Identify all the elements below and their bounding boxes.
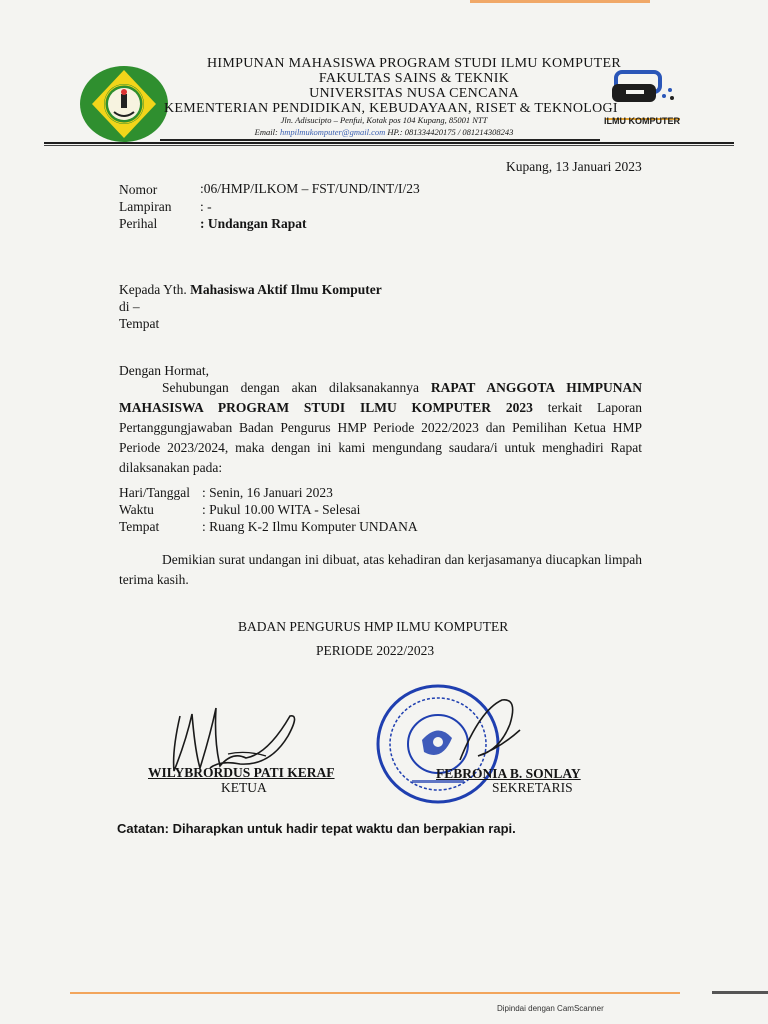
- email-label: Email:: [254, 127, 278, 137]
- logo-right-label: ILMU KOMPUTER: [604, 116, 680, 126]
- schedule-value-place: : Ruang K-2 Ilmu Komputer UNDANA: [202, 519, 418, 534]
- address: Jln. Adisucipto – Penfui, Kotak pos 104 Kupang, 85001 NTT: [280, 115, 488, 125]
- recipient-di: di –: [119, 299, 140, 314]
- signer-secretary-name-text: FEBRONIA B. SONLAY: [436, 766, 581, 781]
- body-event-name: RAPAT ANGGOTA HIMPUNAN MAHASISWA PROGRAM STUDI ILMU KOMPUTER 2023: [119, 380, 642, 415]
- scanner-watermark: Dipindai dengan CamScanner: [497, 1004, 604, 1013]
- email-link[interactable]: hmpilmukomputer@gmail.com: [279, 127, 386, 137]
- schedule-label-date: Hari/Tanggal: [119, 485, 191, 500]
- signer-chairman-role: KETUA: [221, 780, 267, 795]
- org-name: HIMPUNAN MAHASISWA PROGRAM STUDI ILMU KOMPUTER: [206, 56, 621, 71]
- faculty-name: FAKULTAS SAINS & TEKNIK: [318, 71, 510, 86]
- org-signature-line2: PERIODE 2022/2023: [316, 643, 435, 658]
- header-divider: [160, 139, 600, 141]
- body-details: terkait Laporan Pertanggungjawaban Badan Pengurus HMP Periode 2022/2023 dan Pemilihan Ketua HMP Periode 2023/2024, maka dengan ini kami mengundang saudara/i untuk menghadiri Rapat dilaksanakan pada:: [119, 400, 642, 475]
- meta-value-perihal: : Undangan Rapat: [200, 216, 307, 231]
- top-edge-mark: [470, 0, 650, 3]
- footer-divider: [70, 992, 680, 994]
- signature-secretary-icon: [440, 690, 540, 770]
- recipient-prefix: Kepada Yth.: [119, 282, 187, 297]
- schedule-value-time: : Pukul 10.00 WITA - Selesai: [202, 502, 361, 517]
- closing-paragraph: [119, 550, 642, 590]
- greeting: Dengan Hormat,: [119, 363, 209, 378]
- signer-chairman-name-text: WILYBRORDUS PATI KERAF: [148, 765, 335, 780]
- meta-value-lampiran: : -: [200, 199, 212, 214]
- note: Catatan: Diharapkan untuk hadir tepat waktu dan berpakian rapi.: [117, 821, 516, 836]
- recipient-place: Tempat: [119, 316, 160, 331]
- phone-number: HP.: 081334420175 / 081214308243: [387, 127, 514, 137]
- contact-line: [0, 127, 768, 137]
- signer-secretary-role: SEKRETARIS: [492, 780, 573, 795]
- body-intro: Sehubungan dengan akan dilaksanakannya: [162, 380, 419, 395]
- header-divider-thin: [44, 145, 734, 146]
- body-paragraph: [119, 378, 642, 478]
- university-name: UNIVERSITAS NUSA CENCANA: [309, 86, 519, 101]
- closing-text: Demikian surat undangan ini dibuat, atas kehadiran dan kerjasamanya diucapkan limpah terima kasih.: [119, 552, 642, 587]
- schedule-value-date: : Senin, 16 Januari 2023: [202, 485, 333, 500]
- signer-chairman-name: [148, 765, 335, 781]
- place-date: Kupang, 13 Januari 2023: [506, 159, 642, 174]
- meta-label-lampiran: Lampiran: [119, 199, 172, 214]
- schedule-label-place: Tempat: [119, 519, 160, 534]
- ministry-name: KEMENTERIAN PENDIDIKAN, KEBUDAYAAN, RISET & TEKNOLOGI: [164, 101, 618, 116]
- footer-divider-dark: [712, 991, 768, 994]
- meta-value-nomor: :06/HMP/ILKOM – FST/UND/INT/I/23: [200, 181, 420, 196]
- meta-label-nomor: Nomor: [119, 182, 158, 197]
- recipient-name: Mahasiswa Aktif Ilmu Komputer: [190, 282, 382, 297]
- meta-label-perihal: Perihal: [119, 216, 158, 231]
- org-signature-line1: BADAN PENGURUS HMP ILMU KOMPUTER: [238, 619, 509, 634]
- header-divider-thick: [44, 142, 734, 144]
- schedule-label-time: Waktu: [119, 502, 154, 517]
- recipient-line: [119, 282, 382, 298]
